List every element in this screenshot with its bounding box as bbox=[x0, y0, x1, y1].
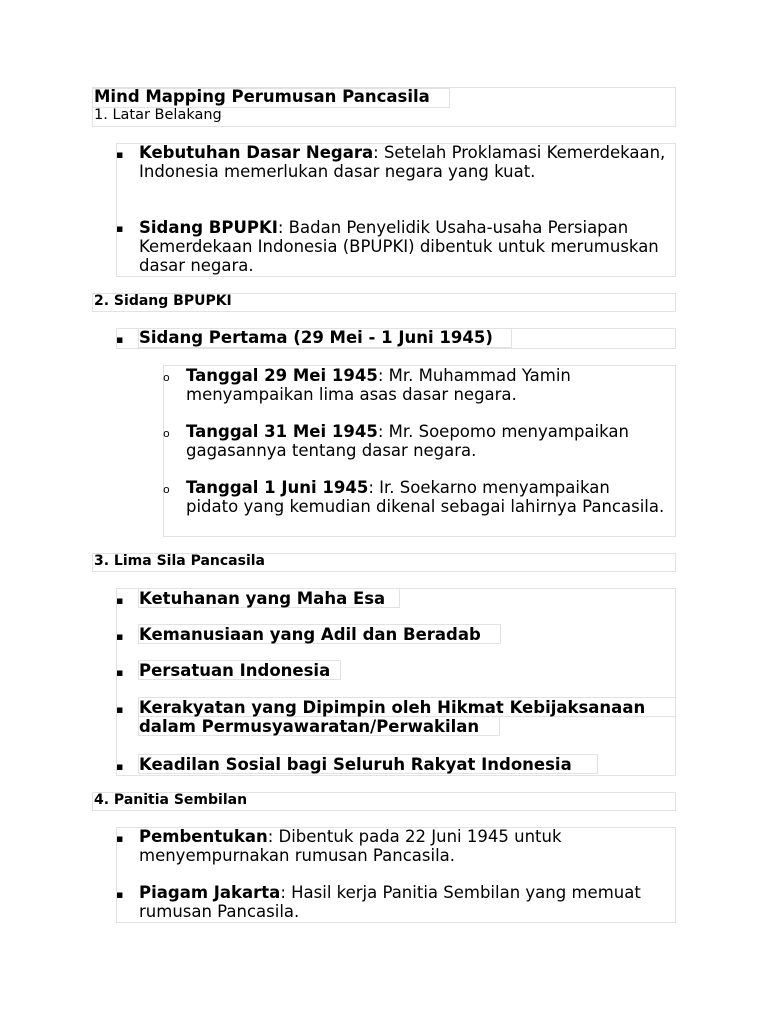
list-item bbox=[139, 827, 669, 865]
item-term: Tanggal 1 Juni 1945 bbox=[186, 478, 369, 497]
list-item bbox=[139, 218, 669, 275]
sub-list-item bbox=[186, 366, 666, 404]
circle-bullet-icon: o bbox=[163, 483, 170, 496]
item-term: Ketuhanan yang Maha Esa bbox=[139, 589, 386, 608]
bullet-icon: ▪ bbox=[116, 888, 124, 901]
bullet-icon: ▪ bbox=[116, 222, 124, 235]
circle-bullet-icon: o bbox=[163, 427, 170, 440]
item-term: Kebutuhan Dasar Negara bbox=[139, 143, 374, 162]
bullet-icon: ▪ bbox=[116, 630, 124, 643]
sub-list-item bbox=[186, 422, 666, 460]
item-term: Tanggal 31 Mei 1945 bbox=[186, 422, 378, 441]
document-title: Mind Mapping Perumusan Pancasila bbox=[94, 87, 430, 106]
sila-item bbox=[139, 755, 679, 774]
bullet-icon: ▪ bbox=[116, 832, 124, 845]
sub-list-item bbox=[186, 478, 666, 516]
section-heading-4: 4. Panitia Sembilan bbox=[94, 792, 248, 808]
section-heading-2: 2. Sidang BPUPKI bbox=[94, 293, 232, 309]
item-desc: : Dibentuk pada 22 Juni 1945 untuk menyempurnakan rumusan Pancasila. bbox=[139, 827, 562, 865]
item-desc: : Ir. Soekarno menyampaikan pidato yang kemudian dikenal sebagai lahirnya Pancasila. bbox=[186, 478, 665, 516]
list-item bbox=[139, 143, 669, 181]
item-desc: : Mr. Soepomo menyampaikan gagasannya tentang dasar negara. bbox=[186, 422, 629, 460]
item-term: Piagam Jakarta bbox=[139, 883, 281, 902]
list-item bbox=[139, 883, 669, 921]
section-heading-3: 3. Lima Sila Pancasila bbox=[94, 553, 265, 569]
item-term: Kerakyatan yang Dipimpin oleh Hikmat Kebijaksanaan dalam Permusyawaratan/Perwakilan bbox=[139, 698, 646, 736]
list-item bbox=[139, 328, 669, 347]
bullet-icon: ▪ bbox=[116, 760, 124, 773]
sila-item bbox=[139, 698, 679, 736]
bullet-icon: ▪ bbox=[116, 333, 124, 346]
bullet-icon: ▪ bbox=[116, 148, 124, 161]
item-desc: : Hasil kerja Panitia Sembilan yang memuat rumusan Pancasila. bbox=[139, 883, 641, 921]
bullet-icon: ▪ bbox=[116, 666, 124, 679]
sila-item bbox=[139, 589, 679, 608]
sila-item bbox=[139, 625, 679, 644]
section-3-list bbox=[116, 588, 676, 776]
item-term: Kemanusiaan yang Adil dan Beradab bbox=[139, 625, 481, 644]
item-desc: : Setelah Proklamasi Kemerdekaan, Indonesia memerlukan dasar negara yang kuat. bbox=[139, 143, 666, 181]
circle-bullet-icon: o bbox=[163, 371, 170, 384]
item-term: Persatuan Indonesia bbox=[139, 661, 331, 680]
item-term: Keadilan Sosial bagi Seluruh Rakyat Indonesia bbox=[139, 755, 572, 774]
section-heading-1: 1. Latar Belakang bbox=[94, 107, 222, 123]
item-term: Pembentukan bbox=[139, 827, 268, 846]
item-term: Sidang BPUPKI bbox=[139, 218, 278, 237]
item-desc: : Mr. Muhammad Yamin menyampaikan lima asas dasar negara. bbox=[186, 366, 571, 404]
bullet-icon: ▪ bbox=[116, 703, 124, 716]
bullet-icon: ▪ bbox=[116, 594, 124, 607]
item-term: Tanggal 29 Mei 1945 bbox=[186, 366, 378, 385]
sila-item bbox=[139, 661, 679, 680]
item-term: Sidang Pertama (29 Mei - 1 Juni 1945) bbox=[139, 328, 493, 347]
item-desc: : Badan Penyelidik Usaha-usaha Persiapan Kemerdekaan Indonesia (BPUPKI) dibentuk untuk merumuskan dasar negara. bbox=[139, 218, 659, 275]
